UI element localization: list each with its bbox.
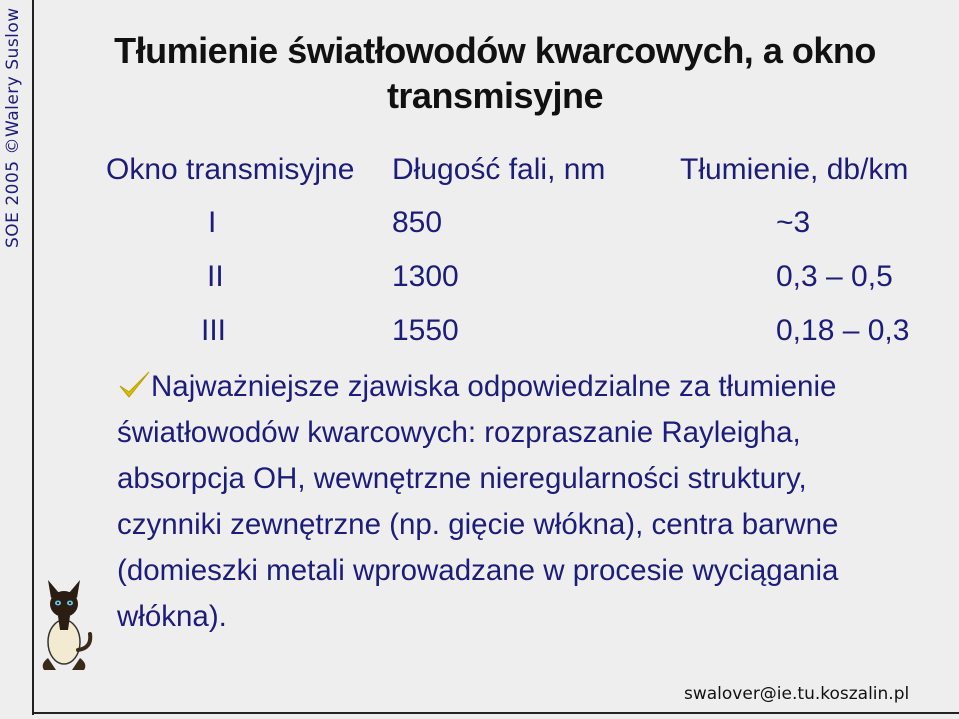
row-2-wavelength: 1300 <box>392 260 459 293</box>
header-attenuation: Tłumienie, db/km <box>680 153 909 186</box>
bullet-paragraph <box>117 364 917 640</box>
row-3-wavelength: 1550 <box>392 314 459 347</box>
row-2-window: II <box>207 260 224 293</box>
header-wavelength: Długość fali, nm <box>392 153 606 186</box>
row-1-attenuation: ~3 <box>776 206 811 239</box>
row-3-window: III <box>201 314 227 347</box>
author-side-label: SOE 2005 ©Walery Suslow <box>3 7 23 248</box>
cat-illustration <box>34 578 94 674</box>
footer-email: swalover@ie.tu.koszalin.pl <box>684 684 910 704</box>
slide-title <box>60 28 930 118</box>
row-1-window: I <box>208 206 217 239</box>
header-window: Okno transmisyjne <box>106 153 355 186</box>
title-line-1: Tłumienie światłowodów kwarcowych, a okno <box>114 30 876 71</box>
bottom-border-line <box>32 712 959 714</box>
bullet-text: Najważniejsze zjawiska odpowiedzialne za tłumienie światłowodów kwarcowych: rozpraszanie Rayleigha, absorpcja OH, wewnętrzne nieregularności struktury, czynniki zewnętrzne (np. gięcie włókna), centra barwne (domieszki metali wprowadzane w procesie wyciągania włókna). <box>117 370 839 633</box>
row-3-attenuation: 0,18 – 0,3 <box>776 314 910 347</box>
row-2-attenuation: 0,3 – 0,5 <box>776 260 893 293</box>
row-1-wavelength: 850 <box>392 206 443 239</box>
title-line-2: transmisyjne <box>386 75 604 116</box>
check-mark-icon <box>117 370 151 400</box>
